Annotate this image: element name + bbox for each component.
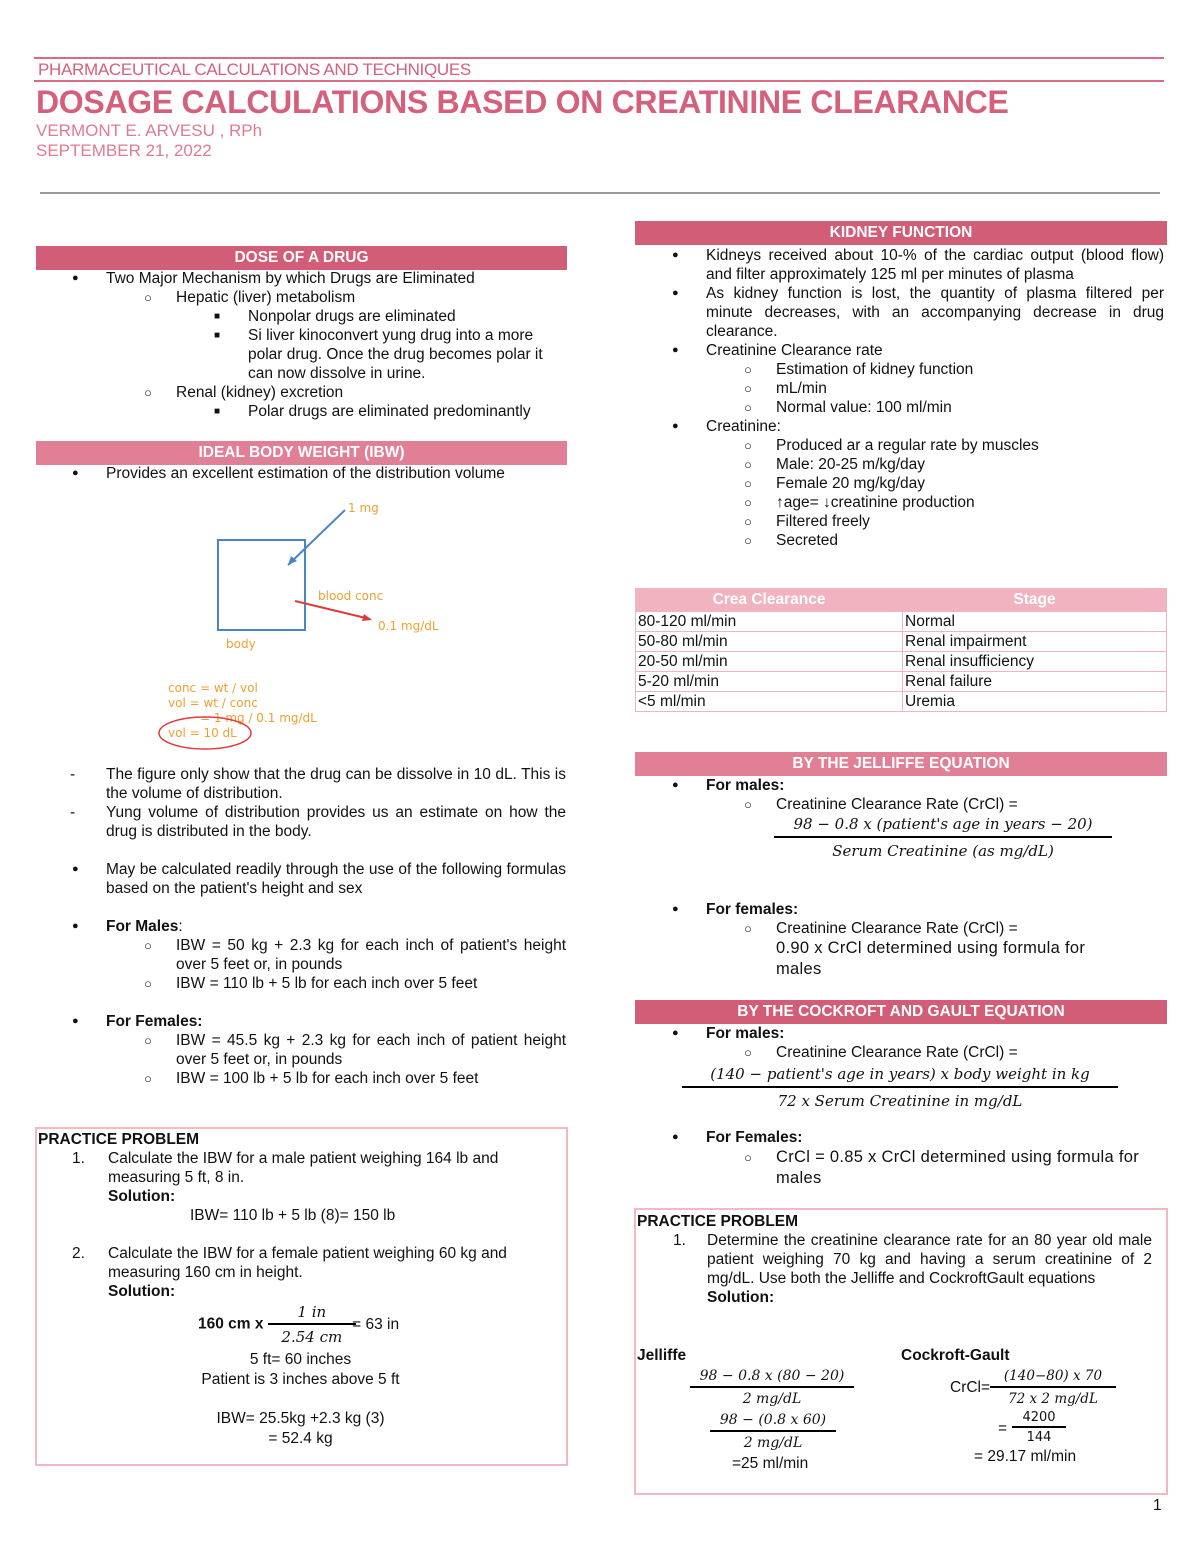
list-item: - Yung volume of distribution provides us an estimate on how the drug is distributed in the body.: [106, 803, 566, 841]
list-item: ● For males:: [706, 776, 1164, 795]
list-item: ● Provides an excellent estimation of the distribution volume: [106, 464, 566, 483]
list-item: ○ IBW = 50 kg + 2.3 kg for each inch of patient's height over 5 feet or, in pounds: [176, 936, 566, 974]
list-item: ● Two Major Mechanism by which Drugs are Eliminated: [106, 269, 566, 288]
table-row: 80-120 ml/min Normal: [636, 612, 1167, 632]
list-item: ○ Creatinine Clearance Rate (CrCl) =: [776, 1043, 1164, 1062]
cockroft-label: Cockroft-Gault: [901, 1347, 1010, 1364]
header-rule-top: [34, 57, 1164, 59]
question-1: Calculate the IBW for a male patient weighing 164 lb and measuring 5 ft, 8 in.: [108, 1150, 499, 1186]
list-item: ○ CrCl = 0.85 x CrCl determined using formula for males: [776, 1147, 1164, 1189]
cockroft-result: = 29.17 ml/min: [974, 1448, 1077, 1465]
table-header: Crea Clearance: [636, 589, 903, 612]
answer-2-line: 5 ft= 60 inches: [249, 1351, 352, 1368]
blood-label: blood conc: [318, 589, 384, 603]
eq-line-4: vol = 10 dL: [168, 726, 237, 740]
section-jelliffe-heading: BY THE JELLIFFE EQUATION: [635, 752, 1167, 776]
jelliffe-step-2: 98 − (0.8 x 60) 2 mg/dL: [710, 1412, 836, 1451]
course-title: PHARMACEUTICAL CALCULATIONS AND TECHNIQUES: [38, 60, 471, 79]
body-label: body: [226, 637, 256, 651]
conc-arrowhead: [362, 614, 372, 621]
list-item: ○ Creatinine Clearance Rate (CrCl) =: [776, 919, 1164, 938]
table-row: 5-20 ml/min Renal failure: [636, 672, 1167, 692]
list-item: ● Creatinine Clearance rate: [706, 341, 1164, 360]
answer-1: IBW= 110 lb + 5 lb (8)= 150 lb: [190, 1207, 396, 1224]
table-header: Stage: [903, 589, 1167, 612]
jelliffe-step-1: 98 − 0.8 x (80 − 20) 2 mg/dL: [690, 1368, 854, 1407]
list-item: ○ Filtered freely: [776, 512, 1164, 531]
question-2: Calculate the IBW for a female patient weighing 60 kg and measuring 160 cm in height.: [108, 1245, 507, 1281]
practice-heading: PRACTICE PROBLEM: [38, 1131, 200, 1148]
female-formula-text: 0.90 x CrCl determined using formula for males: [776, 939, 1086, 978]
answer-2-line: = 52.4 kg: [268, 1430, 333, 1447]
conversion-equation: 160 cm x $\frac{1 in}{2.54 cm}$ = 63 in: [198, 1303, 400, 1346]
dose-list: [106, 269, 566, 421]
equals-sign: =: [998, 1420, 1008, 1437]
jelliffe-formula: 98 − 0.8 x (patient's age in years − 20) Serum Creatinine (as mg/dL): [774, 815, 1112, 860]
crcl-lead: CrCl=: [950, 1379, 991, 1396]
list-item: ○ mL/min: [776, 379, 1164, 398]
list-item: ● Creatinine:: [706, 417, 1164, 436]
conc-arrow: [295, 601, 370, 619]
eq-line-2: vol = wt / conc: [168, 696, 258, 710]
males-label: For Males: [106, 918, 179, 935]
cockroft-step-2: 4200 144: [1012, 1410, 1066, 1445]
eq-line-3: = 1 mg / 0.1 mg/dL: [200, 711, 317, 725]
jelliffe-result: =25 ml/min: [732, 1455, 809, 1472]
eq-line-1: conc = wt / vol: [168, 681, 258, 695]
list-item: - The figure only show that the drug can be dissolve in 10 dL. This is the volume of distribution.: [106, 765, 566, 803]
list-item: ○ Secreted: [776, 531, 1164, 550]
author: VERMONT E. ARVESU , RPh: [36, 121, 263, 140]
distribution-volume-figure: [150, 495, 470, 765]
section-kidney-heading: KIDNEY FUNCTION: [635, 221, 1167, 245]
list-item: ○ Normal value: 100 ml/min: [776, 398, 1164, 417]
question-1: Determine the creatinine clearance rate for an 80 year old male patient weighing 70 kg and having a serum creatinine of 2 mg/dL. Use both the Jelliffe and CockroftGault equations: [707, 1232, 1152, 1287]
dose-label: 1 mg: [348, 501, 379, 515]
list-item: ○ IBW = 45.5 kg + 2.3 kg for each inch of patient height over 5 feet or, in pounds: [176, 1031, 566, 1069]
list-item: ● For males:: [706, 1024, 1164, 1043]
list-item: ○ Estimation of kidney function: [776, 360, 1164, 379]
document-title: DOSAGE CALCULATIONS BASED ON CREATININE CLEARANCE: [36, 84, 1009, 120]
list-item: ○ Creatinine Clearance Rate (CrCl) =: [776, 795, 1164, 814]
section-cockroft-heading: BY THE COCKROFT AND GAULT EQUATION: [635, 1000, 1167, 1024]
answer-2-line: IBW= 25.5kg +2.3 kg (3): [216, 1410, 385, 1427]
list-item: ■ Nonpolar drugs are eliminated: [248, 307, 566, 326]
list-item: ● Kidneys received about 10-% of the cardiac output (blood flow) and filter approximately 125 ml per minutes of plasma: [706, 246, 1164, 284]
page-number: 1: [1153, 1497, 1162, 1514]
list-item: ○ Hepatic (liver) metabolism: [176, 288, 566, 307]
cockroft-step-1: (140−80) x 70 72 x 2 mg/dL: [990, 1368, 1116, 1407]
body-box: [218, 540, 305, 630]
list-item: ○ Renal (kidney) excretion: [176, 383, 566, 402]
solution-label: Solution:: [707, 1289, 775, 1306]
list-item: ● For Females:: [706, 1128, 1164, 1147]
list-item: ■ Polar drugs are eliminated predominantly: [248, 402, 566, 421]
section-ibw-heading: IDEAL BODY WEIGHT (IBW): [36, 441, 567, 465]
list-item: ○ Produced ar a regular rate by muscles: [776, 436, 1164, 455]
list-item: ● As kidney function is lost, the quantity of plasma filtered per minute decreases, with an accompanying decrease in drug clearance.: [706, 284, 1164, 341]
practice-heading: PRACTICE PROBLEM: [637, 1213, 799, 1230]
list-item: ● May be calculated readily through the use of the following formulas based on the patient's height and sex: [106, 860, 566, 898]
answer-2-line: Patient is 3 inches above 5 ft: [201, 1371, 400, 1388]
conc-label: 0.1 mg/dL: [378, 619, 439, 633]
cockroft-formula: (140 − patient's age in years) x body weight in kg 72 x Serum Creatinine in mg/dL: [682, 1065, 1118, 1110]
header-rule-bottom: [34, 80, 1164, 82]
section-dose-heading: DOSE OF A DRUG: [36, 246, 567, 270]
solution-label: Solution:: [108, 1188, 176, 1205]
list-item: ● For Males:: [106, 917, 566, 936]
list-item: ● For females:: [706, 900, 1164, 919]
list-item: ○ ↑age= ↓creatinine production: [776, 493, 1164, 512]
list-item: [106, 1012, 566, 1031]
solution-label: Solution:: [108, 1283, 176, 1300]
table-row: 50-80 ml/min Renal impairment: [636, 632, 1167, 652]
header-divider: [40, 192, 1160, 194]
jelliffe-label: Jelliffe: [637, 1347, 687, 1364]
date: SEPTEMBER 21, 2022: [36, 141, 212, 160]
list-item: ○ IBW = 110 lb + 5 lb for each inch over 5 feet: [176, 974, 566, 993]
females-label: For Females:: [106, 1013, 203, 1030]
list-item: ○ Female 20 mg/kg/day: [776, 474, 1164, 493]
dose-arrow: [288, 510, 345, 565]
table-row: 20-50 ml/min Renal insufficiency: [636, 652, 1167, 672]
table-row: <5 ml/min Uremia: [636, 692, 1167, 712]
stage-table: [635, 588, 1167, 712]
list-item: ○ Male: 20-25 m/kg/day: [776, 455, 1164, 474]
list-item: ○ IBW = 100 lb + 5 lb for each inch over 5 feet: [176, 1069, 566, 1088]
list-item: ■ Si liver kinoconvert yung drug into a more polar drug. Once the drug becomes polar it can now dissolve in urine.: [248, 326, 566, 383]
